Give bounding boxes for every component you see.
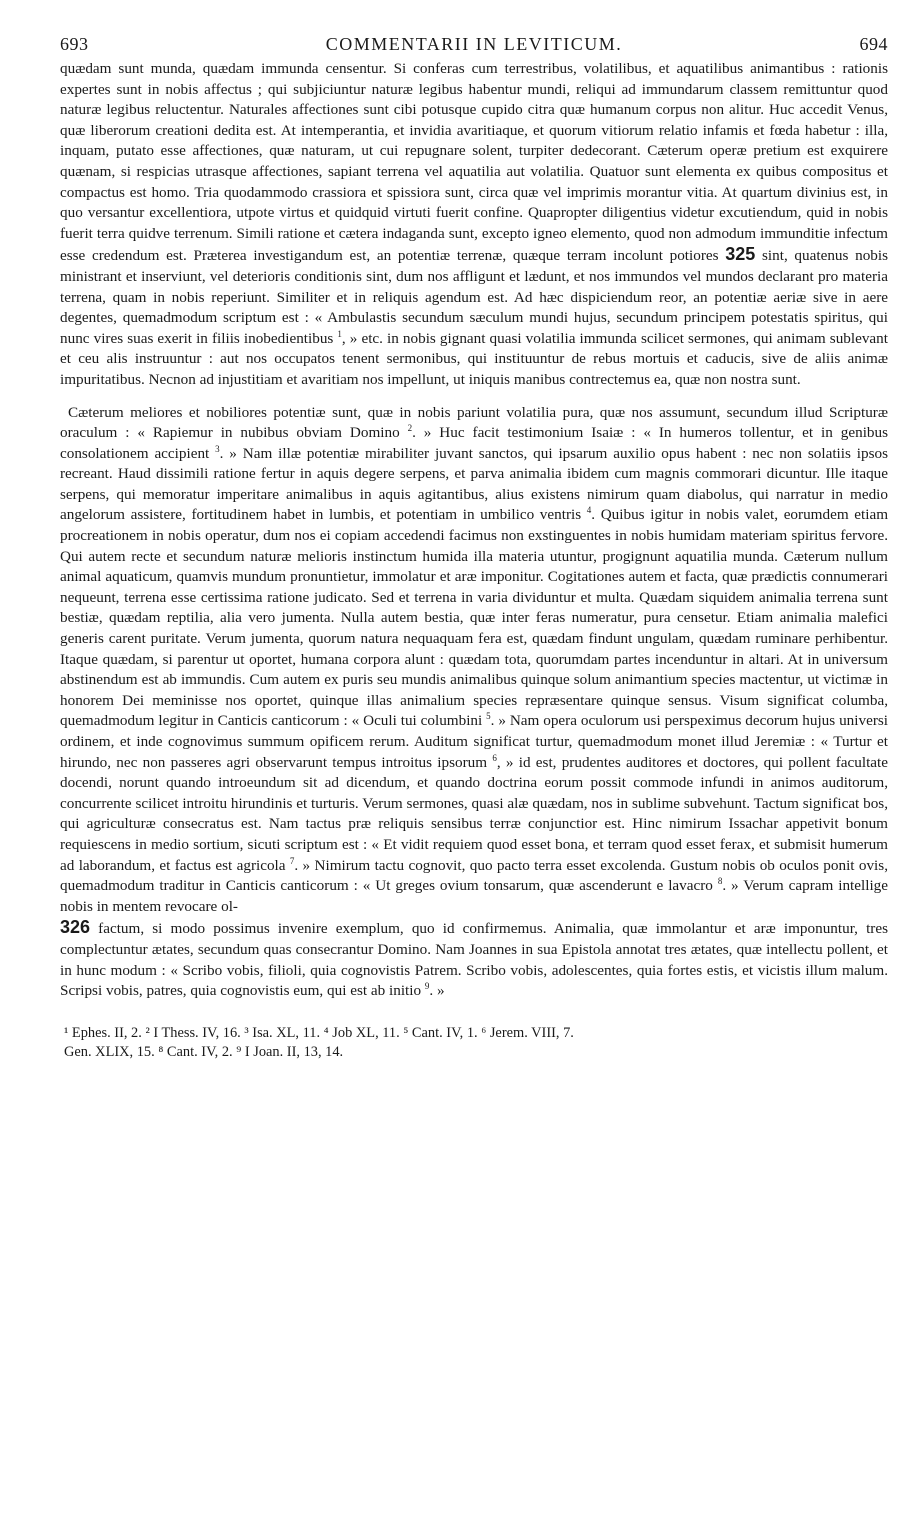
footnote-ref-8: 8 (717, 876, 723, 887)
footnote-line-1: ¹ Ephes. II, 2. ² I Thess. IV, 16. ³ Isa. XL, 11. ⁴ Job XL, 11. ⁵ Cant. IV, 1. ⁶ Jerem. VIII, 7. (64, 1024, 574, 1041)
footnote-ref-5: 5 (486, 711, 491, 722)
column-marker-326: 326 (60, 917, 91, 938)
body-text (60, 59, 888, 1002)
footnote-line-2: Gen. XLIX, 15. ⁸ Cant. IV, 2. ⁹ I Joan. II, 13, 14. (64, 1043, 344, 1060)
footnote-ref-2: 2 (407, 423, 413, 434)
footnote-ref-9: 9 (424, 981, 430, 992)
column-marker-325: 325 (725, 244, 756, 265)
footnotes (60, 1024, 888, 1062)
paragraph-1: quædam sunt munda, quædam immunda censentur. Si conferas cum terrestribus, volatilibus, et aquatilibus animantibus : rationis expertes sunt in nobis affectus ; qui subjiciuntur naturæ legibus habentur mundi, reliqui ad immundarum classem remittuntur quod naturæ legibus reluctentur. Naturales affectiones sunt cibi potusque cupido citra quæ humanum corpus non alitur. Huc accedit Venus, quæ liberorum creationi dedita est. At intemperantia, et invidia avaritiaque, et quorum vitiorum relatio infamis et fœda habetur : illa, inquam, putato esse affectiones, quæ naturam, ut cui repugnare solent, turpiter dedecorant. Cæterum operæ pretium est exquirere quænam, si respicias utrasque affectiones, sapiant terrena vel aquatilia aut volatilia. Quatuor sunt elementa ex quibus compositus et compactus est homo. Tria quodammodo crassiora et spissiora sunt, circa quæ vel imprimis morantur vitia. At quartum divinius est, in quo versantur excellentiora, utpote virtus et quidquid virtuti fuerit confine. Quapropter diligentius videtur excutiendum, quid in nobis fuerit terra quidve terrenum. Simili ratione et cætera indaganda sunt, excepto igneo elemento, quod non admodum immunditie infectum esse credendum est. Præterea investigandum est, an potentiæ terrenæ, quæque terram incolunt potiores 325 sint, quatenus nobis ministrant et inserviunt, vel deterioris conditionis sint, dum nos affligunt et lædunt, et nos immundos vel mundos declarant pro materia terrena, quam in nobis reperiunt. Similiter et in reliquis agendum est. Ad hæc dispiciendum reor, an potentiæ aeriæ sive in aere degentes, quemadmodum scriptum est : « Ambulastis secundum sæculum mundi hujus, secundum principem potestatis spiritus, qui nunc vires suas exerit in filiis inobedientibus $^1$, » etc. in nobis gignant quasi volatilia immunda scilicet sermones, qui animam sublevant et ceu alis instruuntur : aut nos occupatos tenent sermonibus, qui instituuntur de rebus mortuis et caducis, sive de aliis animæ impuritatibus. Necnon ad injustitiam et avaritiam nos impellunt, ut iniquis manibus contrectemus ea, quæ non nostra sunt. (60, 60, 889, 388)
paragraph-2: Cæterum meliores et nobiliores potentiæ sunt, quæ in nobis pariunt volatilia pura, quæ nos assumunt, secundum illud Scripturæ oraculum : « Rapiemur in nubibus obviam Domino $^2$. » Huc facit testimonium Isaiæ : « In humeros tollentur, et in genibus consolationem accipient $^3$. » Nam illæ potentiæ mirabiliter juvant sanctos, qui ipsarum auxilio opus habent : nec non solatiis ipsos recreant. Haud dissimili ratione fertur in aquis degere serpens, et parva animalia ibidem cum magnis commorari dicuntur. Ille itaque serpens, qui memoratur imperitare animalibus in aquis agitantibus, alius existens nimirum quam diabolus, qui narratur in medio angelorum assistere, fortitudinem habet in lumbis, et potentiam in umbilico ventris $^4$. Quibus igitur in nobis valet, eorumdem etiam procreationem in nobis operatur, dum nos ei copiam accedendi facimus non exstinguentes in nobis humidam materiam spiritus fervore. Qui autem recte et secundum naturæ melioris instinctum humida illa materia utuntur, progignunt aquatilia munda. Cæterum nullum animal aquaticum, quamvis mundum pronuntietur, immolatur et aræ imponitur. Cogitationes autem et facta, quæ prædictis connumerari nequeunt, terrena esse certissima ratione judicato. Sed et terrena in varia dividuntur et multa. Quædam siquidem animalia terrena sunt bestiæ, quædam reptilia, alia vero jumenta. Nulla autem bestia, quæ inter feras numeratur, pura censetur. Etiam animalia malefici generis carent puritate. Verum jumenta, quorum natura nequaquam fera est, quædam findunt ungulam, quædam ruminare perhibentur. Itaque quædam, si parentur ut oportet, humana corpora alunt : quædam tota, quorumdam partes incenduntur in altari. At in universum abstinendum est ab immundis. Cum autem ex puris seu mundis animalibus quinque solum animantium species mactentur, ut victimæ in honorem Dei meminisse nos oportet, quinque illas animalium species repræsentare quinque sensus. Visum significat columba, quemadmodum legitur in Canticis canticorum : « Oculi tui columbini $^5$. » Nam opera oculorum usi perspeximus decorum hujus universi ordinem, et inde cognovimus summum opificem rerum. Auditum significat turtur, quemadmodum monet illud Jeremiæ : « Turtur et hirundo, nec non passeres agri observarunt tempus introitus ipsorum $^6$, » id est, prudentes auditores et doctores, qui pollent facultate docendi, norunt quando introeundum sit ad dicendum, et quando doctrina eorum possit commode infundi in animos auditorum, concurrente scilicet introitu hirundinis et turturis. Verum sermones, quasi alæ quædam, nos in sublime subvehunt. Tactum significat bos, qui agriculturæ consecratus est. Nam tactus præ reliquis sensibus terræ conjunctior est. Hinc nimirum Issachar appetivit bonum requiescens in medio sortium, sicuti scriptum est : « Et vidit requiem quod esset bona, et terram quod esset ferax, et submisit humerum ad laborandum, et factus est agricola $^7$. » Nimirum tactu cognovit, quo pacto terra esset excolenda. Gustum nobis ob oculos ponit ovis, quemadmodum traditur in Canticis canticorum : « Ut greges ovium tonsarum, quæ ascenderunt e lavacro $^8$. » Verum capram intellige nobis in mentem revocare ol- 326 factum, si modo possimus invenire exemplum, quo id confirmemus. Animalia, quæ immolantur et aræ imponuntur, tres complectuntur ætates, secundum quas consecrantur Domino. Nam Joannes in sua Epistola annotat tres ætates, quæ intellectu pollent, et in hunc modum : « Scribo vobis, filioli, quia cognovistis Patrem. Scribo vobis, adolescentes, quia fortes estis, et vicistis illum malum. Scripsi vobis, patres, quia cognovistis eum, qui est ab initio $^9$. » (60, 403, 889, 1000)
running-header (60, 34, 888, 55)
footnote-ref-3: 3 (215, 443, 220, 454)
footnote-ref-6: 6 (492, 752, 497, 763)
footnote-ref-4: 4 (586, 505, 592, 516)
footnote-ref-1: 1 (337, 328, 342, 339)
right-page-number: 694 (859, 34, 888, 54)
footnote-ref-7: 7 (289, 855, 295, 866)
left-page-number: 693 (60, 34, 89, 54)
running-title: COMMENTARII IN LEVITICUM. (325, 34, 623, 54)
